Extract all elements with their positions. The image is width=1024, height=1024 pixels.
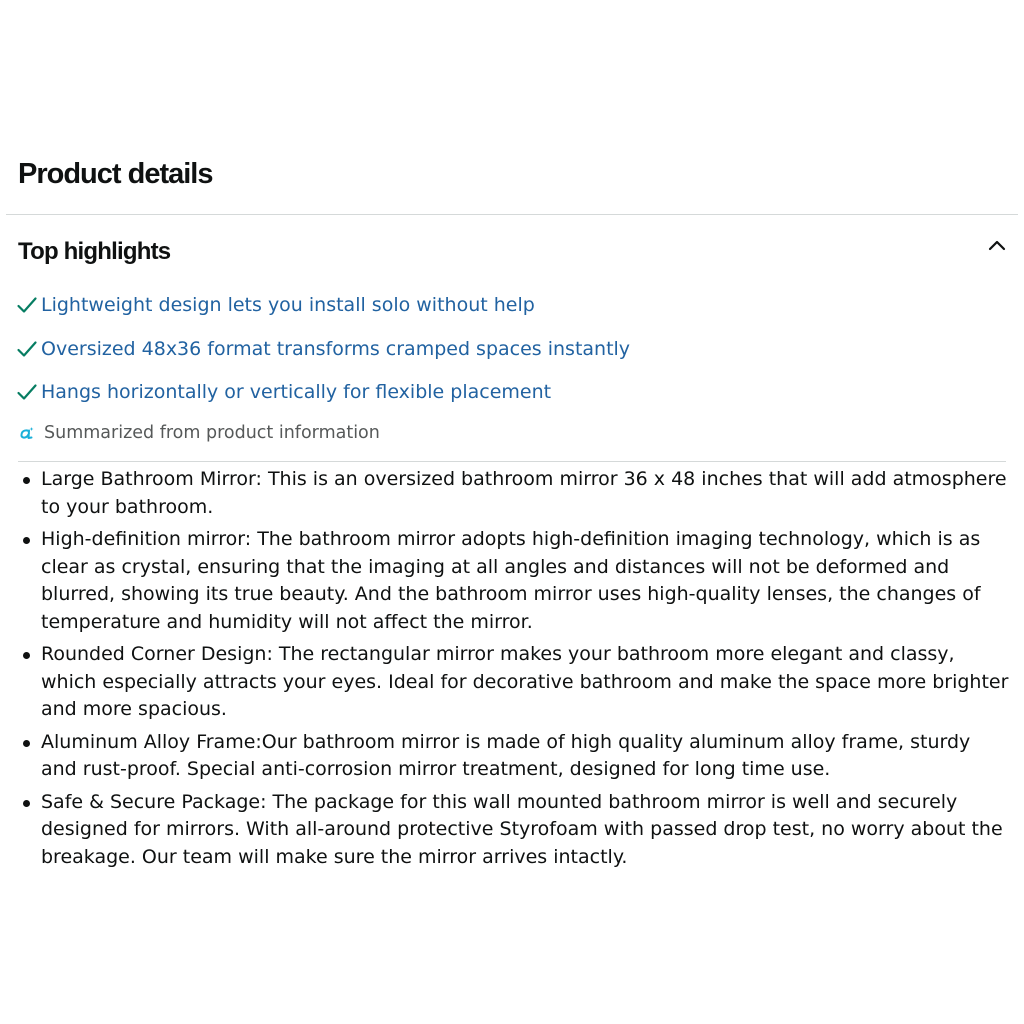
- feature-text: Rounded Corner Design: The rectangular mirror makes your bathroom more elegant and classy, which especially attracts your eyes. Ideal for decorative bathroom and make the space more brighter and more spacious.: [41, 643, 1009, 720]
- feature-text: Large Bathroom Mirror: This is an oversized bathroom mirror 36 x 48 inches that will add atmosphere to your bathroom.: [41, 468, 1007, 518]
- bullet-dot: [23, 477, 30, 484]
- feature-bullet: [20, 466, 1010, 521]
- feature-text: Aluminum Alloy Frame:Our bathroom mirror is made of high quality aluminum alloy frame, sturdy and rust-proof. Special anti-corrosion mirror treatment, designed for long time use.: [41, 730, 971, 780]
- highlight-text: Hangs horizontally or vertically for flexible placement: [41, 381, 552, 403]
- feature-bullet: [20, 789, 1010, 872]
- chevron-up-icon[interactable]: [986, 234, 1008, 256]
- highlight-item: [16, 290, 630, 320]
- bullet-dot: [23, 800, 30, 807]
- bullet-dot: [23, 740, 30, 747]
- feature-text: Safe & Secure Package: The package for this wall mounted bathroom mirror is well and securely designed for mirrors. With all-around protective Styrofoam with passed drop test, no worry about the breakage. Our team will make sure the mirror arrives intactly.: [41, 790, 1003, 868]
- checkmark-icon: [16, 381, 38, 403]
- bullet-dot: [23, 652, 30, 659]
- highlight-item: [16, 334, 630, 364]
- page-title: Product details: [18, 158, 213, 190]
- ai-summary-note: [18, 421, 380, 445]
- top-highlights-header[interactable]: [18, 232, 1008, 272]
- feature-bullet: [20, 526, 1010, 636]
- highlight-text: Lightweight design lets you install solo without help: [41, 294, 535, 316]
- feature-bullet: [20, 641, 1010, 724]
- feature-text: High-definition mirror: The bathroom mirror adopts high-definition imaging technology, which is as clear as crystal, ensuring that the imaging at all angles and distances will not be deformed and blurred, showing its true beauty. And the bathroom mirror uses high-quality lenses, the changes of temperature and humidity will not affect the mirror.: [41, 528, 981, 633]
- checkmark-icon: [16, 338, 38, 360]
- section-title: Top highlights: [18, 238, 171, 265]
- ai-summary-text: Summarized from product information: [44, 423, 380, 443]
- checkmark-icon: [16, 294, 38, 316]
- highlights-divider: [18, 461, 1006, 462]
- section-divider: [6, 214, 1018, 215]
- highlight-text: Oversized 48x36 format transforms cramped spaces instantly: [41, 337, 631, 360]
- feature-bullet: [20, 729, 1010, 784]
- highlights-list: [16, 290, 630, 421]
- ai-summary-icon: [18, 424, 36, 442]
- feature-bullets: [20, 466, 1010, 876]
- bullet-dot: [23, 537, 30, 544]
- highlight-item: [16, 377, 630, 407]
